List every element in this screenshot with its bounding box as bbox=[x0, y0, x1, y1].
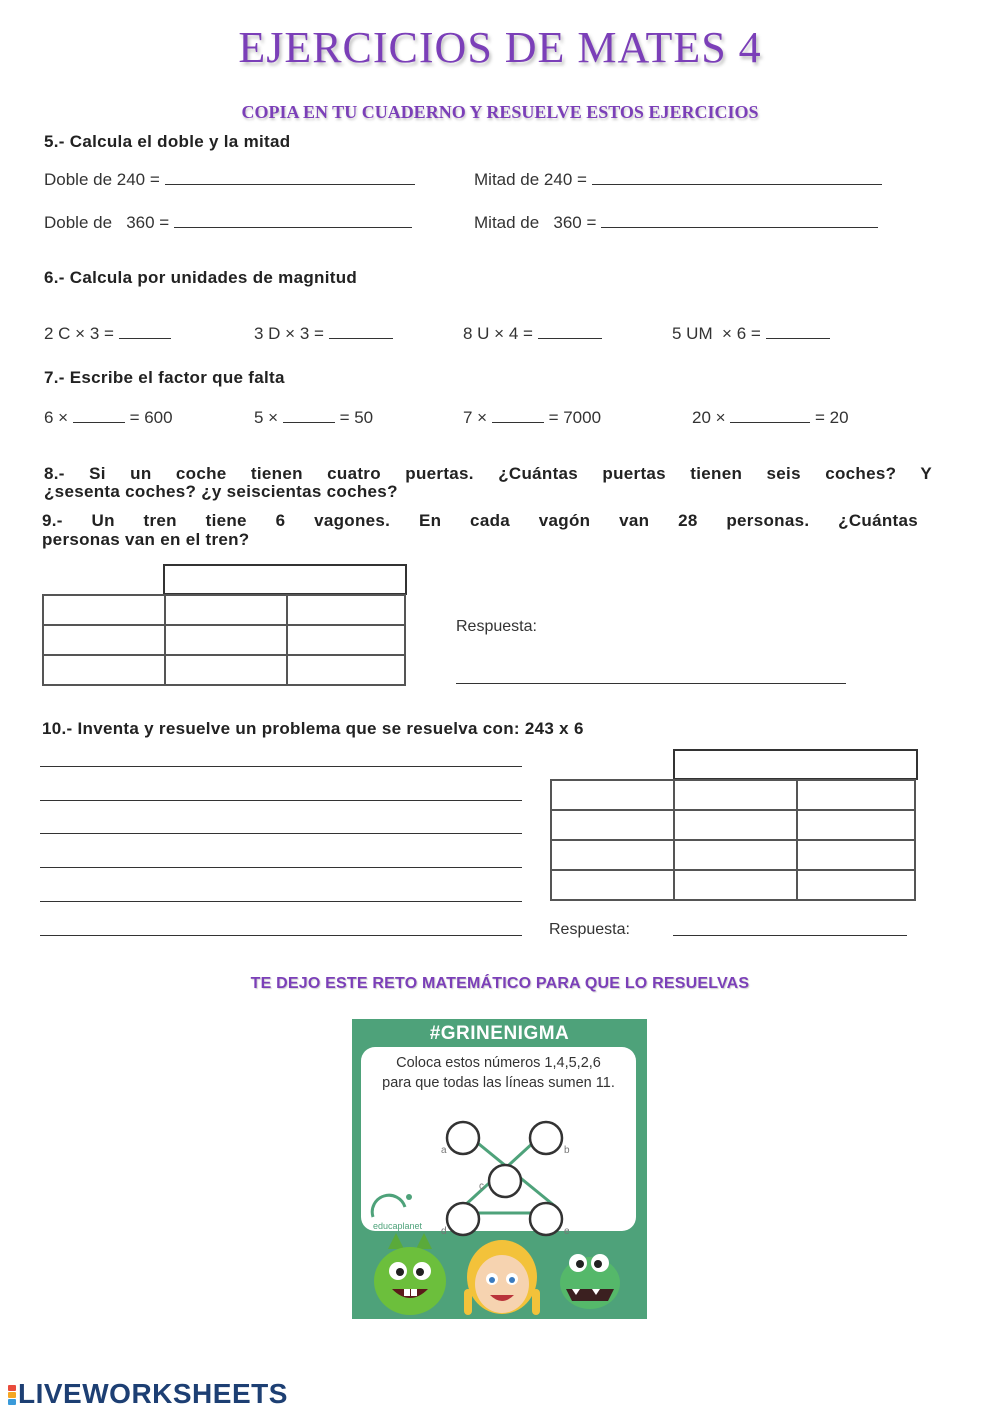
instructions-subtitle: COPIA EN TU CUADERNO Y RESUELVE ESTOS EJERCICIOS bbox=[241, 102, 759, 122]
node-label: d bbox=[441, 1226, 447, 1237]
exercise-5-heading: 5.- Calcula el doble y la mitad bbox=[44, 132, 291, 151]
exercise-6-item: 2 C × 3 = bbox=[44, 324, 171, 344]
exercise-6-item: 8 U × 4 = bbox=[463, 324, 602, 344]
puzzle-node-c[interactable] bbox=[489, 1165, 521, 1197]
answer-line[interactable] bbox=[456, 683, 846, 684]
exercise-8-text-line-1: 8.- Si un coche tienen cuatro puertas. ¿Cuántas puertas tienen seis coches? Y bbox=[44, 464, 932, 483]
answer-blank[interactable] bbox=[119, 324, 171, 339]
crocodile-character bbox=[560, 1257, 620, 1309]
multiplication-header-box[interactable] bbox=[673, 749, 918, 780]
answer-blank[interactable] bbox=[492, 408, 544, 423]
puzzle-node-a[interactable] bbox=[447, 1122, 479, 1154]
exercise-8-text-line-2: ¿sesenta coches? ¿y seiscientas coches? bbox=[44, 482, 398, 501]
exercise-10-heading: 10.- Inventa y resuelve un problema que se resuelva con: 243 x 6 bbox=[42, 719, 584, 738]
writing-line[interactable] bbox=[40, 901, 522, 902]
exercise-5-item: Mitad de 240 = bbox=[474, 170, 882, 190]
cartoon-characters bbox=[352, 1231, 647, 1319]
writing-line[interactable] bbox=[40, 800, 522, 801]
answer-blank[interactable] bbox=[165, 170, 415, 185]
answer-blank[interactable] bbox=[329, 324, 393, 339]
exercise-6-item: 5 UM × 6 = bbox=[672, 324, 830, 344]
answer-blank[interactable] bbox=[730, 408, 810, 423]
puzzle-diagram bbox=[361, 1047, 636, 1237]
exercise-5-item: Doble de 360 = bbox=[44, 213, 412, 233]
answer-blank[interactable] bbox=[766, 324, 830, 339]
exercise-6-heading: 6.- Calcula por unidades de magnitud bbox=[44, 268, 358, 287]
educaplanet-logo-text: educaplanet bbox=[373, 1221, 423, 1231]
exercise-5-item: Mitad de 360 = bbox=[474, 213, 878, 233]
exercise-7-item: 7 × = 7000 bbox=[463, 408, 602, 427]
answer-blank[interactable] bbox=[538, 324, 602, 339]
writing-line[interactable] bbox=[40, 766, 522, 767]
answer-line[interactable] bbox=[673, 935, 907, 936]
exercise-6-item: 3 D × 3 = bbox=[254, 324, 393, 344]
exercise-9-text-line-1: 9.- Un tren tiene 6 vagones. En cada vagón van 28 personas. ¿Cuántas bbox=[42, 511, 918, 530]
puzzle-node-b[interactable] bbox=[530, 1122, 562, 1154]
exercise-7-item: 6 × = 600 bbox=[44, 408, 173, 427]
educaplanet-logo-arc bbox=[372, 1195, 405, 1217]
node-label: a bbox=[441, 1145, 447, 1156]
multiplication-grid[interactable] bbox=[550, 779, 916, 901]
node-label: b bbox=[564, 1145, 570, 1156]
writing-line[interactable] bbox=[40, 935, 522, 936]
exercise-7-item: 5 × = 50 bbox=[254, 408, 374, 427]
monster-character bbox=[374, 1247, 446, 1315]
liveworksheets-icon bbox=[8, 1385, 16, 1406]
answer-blank[interactable] bbox=[283, 408, 335, 423]
answer-blank[interactable] bbox=[592, 170, 882, 185]
grinenigma-puzzle-image bbox=[352, 1019, 647, 1319]
challenge-heading: TE DEJO ESTE RETO MATEMÁTICO PARA QUE LO RESUELVAS bbox=[250, 975, 750, 992]
educaplanet-logo-icon bbox=[406, 1194, 412, 1200]
answer-label: Respuesta: bbox=[549, 921, 630, 938]
writing-line[interactable] bbox=[40, 867, 522, 868]
page-title: EJERCICIOS DE MATES 4 bbox=[238, 23, 762, 72]
exercise-5-item: Doble de 240 = bbox=[44, 170, 415, 190]
node-label: e bbox=[564, 1226, 570, 1237]
liveworksheets-logo: LIVEWORKSHEETS bbox=[8, 1378, 288, 1410]
node-label: c bbox=[479, 1181, 484, 1192]
puzzle-bubble bbox=[361, 1047, 636, 1237]
answer-blank[interactable] bbox=[73, 408, 125, 423]
exercise-7-item: 20 × = 20 bbox=[692, 408, 849, 427]
exercise-7-heading: 7.- Escribe el factor que falta bbox=[44, 368, 285, 387]
puzzle-text-line-1: Coloca estos números 1,4,5,2,6 bbox=[396, 1055, 601, 1071]
answer-blank[interactable] bbox=[601, 213, 878, 228]
answer-label: Respuesta: bbox=[456, 618, 537, 635]
answer-blank[interactable] bbox=[174, 213, 412, 228]
multiplication-grid[interactable] bbox=[42, 594, 406, 686]
writing-line[interactable] bbox=[40, 833, 522, 834]
girl-character bbox=[475, 1255, 529, 1313]
puzzle-tag: #GRINENIGMA bbox=[429, 1023, 570, 1044]
exercise-9-text-line-2: personas van en el tren? bbox=[42, 530, 250, 549]
multiplication-header-box[interactable] bbox=[163, 564, 407, 595]
puzzle-text-line-2: para que todas las líneas sumen 11. bbox=[382, 1075, 615, 1091]
